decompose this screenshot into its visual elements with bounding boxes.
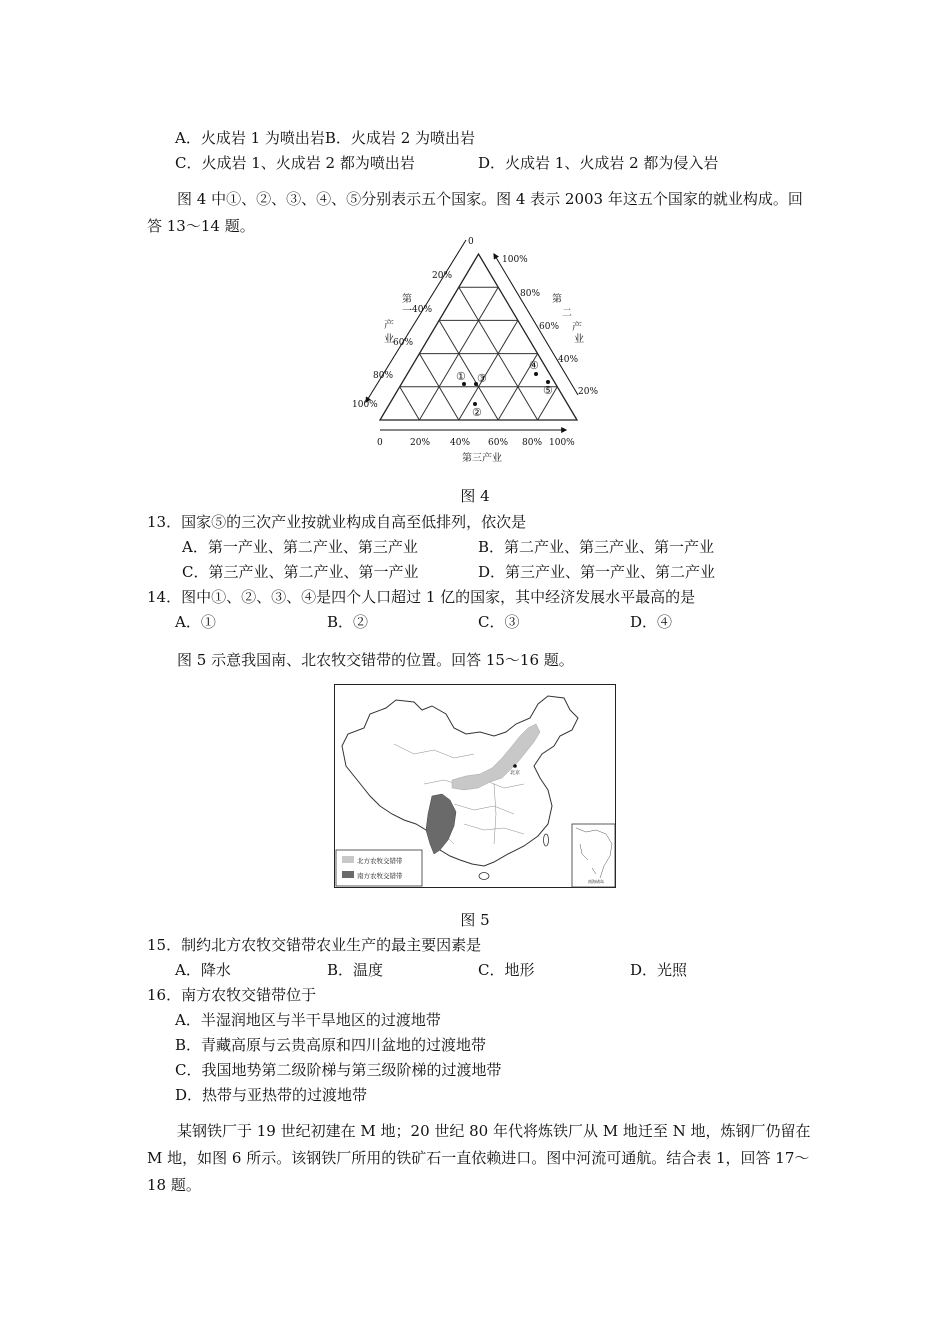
right-tick: 100% <box>502 255 528 265</box>
q16-option-d: D．热带与亚热带的过渡地带 <box>175 1086 368 1104</box>
legend-south-label: 南方农牧交错带 <box>357 872 403 880</box>
figure5-caption: 图 5 <box>460 911 490 929</box>
legend-north-label: 北方农牧交错带 <box>357 857 403 865</box>
taiwan-island <box>544 834 549 846</box>
bottom-tick: 60% <box>488 438 509 448</box>
right-axis-label: 第 <box>552 294 562 305</box>
left-tick: 80% <box>373 371 394 381</box>
left-tick: 20% <box>432 271 453 281</box>
hainan-island <box>479 873 489 880</box>
bottom-tick: 80% <box>522 438 543 448</box>
q13-option-c: C．第三产业、第二产业、第一产业 <box>182 563 419 581</box>
point-1-label: ① <box>456 370 466 383</box>
q12-option-ab: A．火成岩 1 为喷出岩B．火成岩 2 为喷出岩 <box>175 129 476 147</box>
inset-frame <box>572 824 615 887</box>
capital-dot <box>513 764 517 768</box>
figure4-caption: 图 4 <box>460 487 490 505</box>
q13-option-a: A．第一产业、第二产业、第三产业 <box>182 538 418 556</box>
q15-option-d: D．光照 <box>630 961 688 979</box>
legend-north-swatch <box>342 856 354 863</box>
bottom-tick: 40% <box>450 438 471 448</box>
q14-option-c: C．③ <box>478 613 520 631</box>
right-tick: 80% <box>520 289 541 299</box>
point-4-dot <box>534 372 538 376</box>
q14-option-a: A．① <box>175 613 216 631</box>
q15-stem: 15．制约北方农牧交错带农业生产的最主要因素是 <box>147 936 482 954</box>
inset-label: 南海诸岛 <box>588 879 604 884</box>
q15-option-b: B．温度 <box>327 961 384 979</box>
right-axis-label: 产 <box>572 322 582 333</box>
left-tick: 0 <box>468 237 474 247</box>
q14-option-b: B．② <box>327 613 369 631</box>
q13-option-d: D．第三产业、第一产业、第二产业 <box>478 563 716 581</box>
right-tick: 20% <box>578 387 599 397</box>
left-tick: 60% <box>393 338 414 348</box>
point-3-label: ③ <box>477 372 487 385</box>
q16-option-a: A．半湿润地区与半干旱地区的过渡地带 <box>175 1011 441 1029</box>
left-axis-label: 第 <box>402 294 412 305</box>
q14-option-d: D．④ <box>630 613 673 631</box>
intro-17-18: 某钢铁厂于 19 世纪初建在 M 地；20 世纪 80 年代将炼铁厂从 M 地迁至 N 地，炼钢厂仍留在 M 地，如图 6 所示。该钢铁厂所用的铁矿石一直依赖进口。图中河流可通航。结合表 1，回答 17～18 题。 <box>147 1122 811 1194</box>
bottom-tick: 20% <box>410 438 431 448</box>
figure4-ternary-diagram <box>340 232 600 472</box>
q14-stem: 14．图中①、②、③、④是四个人口超过 1 亿的国家，其中经济发展水平最高的是 <box>147 588 696 606</box>
q12-option-c: C．火成岩 1、火成岩 2 都为喷出岩 <box>175 154 415 172</box>
left-axis-label: 产 <box>384 320 394 331</box>
legend-south-swatch <box>342 871 354 878</box>
q13-option-b: B．第二产业、第三产业、第一产业 <box>478 538 715 556</box>
left-tick: 100% <box>352 400 378 410</box>
right-tick: 60% <box>539 322 560 332</box>
bottom-tick: 0 <box>377 438 383 448</box>
q16-stem: 16．南方农牧交错带位于 <box>147 986 317 1004</box>
q15-option-a: A．降水 <box>175 961 231 979</box>
left-axis-label: 业 <box>384 334 394 345</box>
point-2-label: ② <box>472 406 482 419</box>
point-4-label: ④ <box>529 359 539 372</box>
q16-option-b: B．青藏高原与云贵高原和四川盆地的过渡地带 <box>175 1036 487 1054</box>
point-5-label: ⑤ <box>543 384 553 397</box>
capital-label: 北京 <box>510 770 521 776</box>
q12-option-d: D．火成岩 1、火成岩 2 都为侵入岩 <box>478 154 719 172</box>
intro-15-16: 图 5 示意我国南、北农牧交错带的位置。回答 15～16 题。 <box>177 651 574 669</box>
q15-option-c: C．地形 <box>478 961 535 979</box>
left-tick: 40% <box>412 305 433 315</box>
q16-option-c: C．我国地势第二级阶梯与第三级阶梯的过渡地带 <box>175 1061 502 1079</box>
bottom-axis-label: 第三产业 <box>462 453 502 464</box>
right-axis-label: 业 <box>574 334 584 345</box>
legend-box <box>336 850 422 886</box>
figure5-china-map <box>334 684 616 888</box>
intro-13-14: 图 4 中①、②、③、④、⑤分别表示五个国家。图 4 表示 2003 年这五个国家的就业构成。回答 13～14 题。 <box>147 190 803 235</box>
q13-stem: 13．国家⑤的三次产业按就业构成自高至低排列，依次是 <box>147 513 527 531</box>
right-axis-label: 二 <box>562 308 572 319</box>
left-axis-label: 一 <box>402 306 412 317</box>
right-tick: 40% <box>558 355 579 365</box>
bottom-tick: 100% <box>549 438 575 448</box>
